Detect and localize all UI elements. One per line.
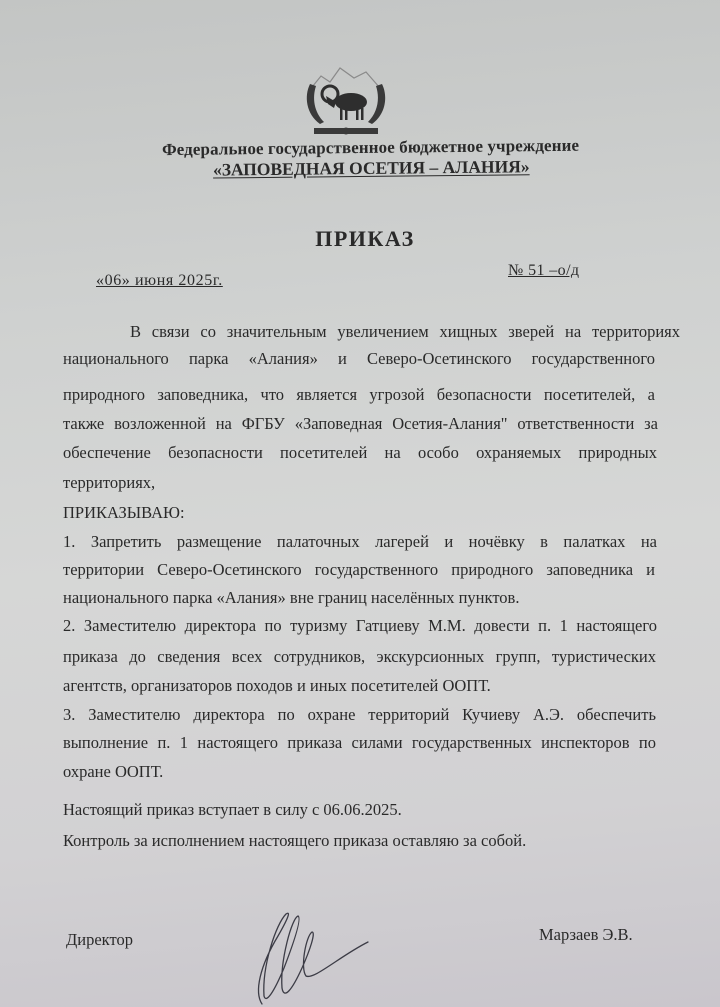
item-3-line: охране ООПТ. (63, 762, 164, 781)
order-number: № 51 –о/д (508, 262, 580, 279)
organization-name (0, 158, 720, 179)
item-2-line: приказа до сведения всех сотрудников, экскурсионных групп, туристических (63, 647, 656, 666)
order-date: «06» июня 2025г. (96, 272, 223, 289)
item-2-line: 2. Заместителю директора по туризму Гатциеву М.М. довести п. 1 настоящего (63, 616, 657, 635)
item-1-line: 1. Запретить размещение палаточных лагерей и ночёвку в палатках на (63, 532, 657, 551)
organization-logo (296, 62, 396, 136)
item-2-line: агентств, организаторов походов и иных посетителей ООПТ. (63, 676, 491, 695)
item-1-line: национального парка «Алания» вне границ населённых пунктов. (63, 588, 520, 607)
item-3-line: выполнение п. 1 настоящего приказа силами государственных инспекторов по (63, 733, 656, 752)
control-statement: Контроль за исполнением настоящего приказа оставляю за собой. (63, 831, 527, 850)
item-1-line: территории Северо-Осетинского государственного природного заповедника и (63, 560, 655, 579)
signatory-name: Марзаев Э.В. (539, 925, 633, 944)
signatory-position: Директор (66, 930, 133, 949)
preamble-line: также возложенной на ФГБУ «Заповедная Осетия-Алания" ответственности за (63, 414, 658, 433)
preamble-line: природного заповедника, что является угрозой безопасности посетителей, а (63, 385, 655, 404)
effective-date-statement: Настоящий приказ вступает в силу с 06.06.2025. (63, 800, 402, 819)
preamble-line: территориях, (63, 473, 156, 492)
item-3-line: 3. Заместителю директора по охране территорий Кучиеву А.Э. обеспечить (63, 705, 656, 724)
organization-type (0, 135, 720, 160)
preamble-line: обеспечение безопасности посетителей на особо охраняемых природных (63, 443, 657, 462)
preamble-line: национального парка «Алания» и Северо-Осетинского государственного (63, 349, 655, 368)
organization-name-text: «ЗАПОВЕДНАЯ ОСЕТИЯ – АЛАНИЯ» (212, 156, 530, 180)
document-title (0, 226, 720, 252)
handwritten-signature (240, 896, 380, 1007)
organization-type-text: Федеральное государственное бюджетное учреждение (162, 135, 580, 160)
preamble-line: В связи со значительным увеличением хищных зверей на территориях (130, 322, 680, 341)
directive: ПРИКАЗЫВАЮ: (63, 503, 185, 522)
document-title-text: ПРИКАЗ (315, 226, 415, 251)
